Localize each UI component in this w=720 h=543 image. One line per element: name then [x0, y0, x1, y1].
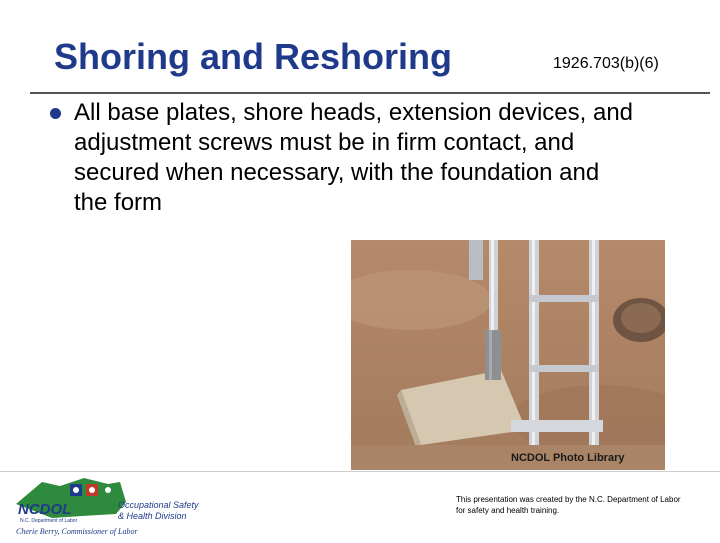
logo-agency: NCDOL	[18, 501, 72, 518]
logo-agency-sub: N.C. Department of Labor	[20, 518, 78, 524]
ncdol-logo	[12, 474, 212, 538]
photo-caption: NCDOL Photo Library	[511, 452, 625, 464]
logo-division-line1: Occupational Safety	[118, 500, 199, 510]
footer-divider	[0, 471, 720, 472]
shoring-photo-image	[351, 240, 665, 470]
shoring-photo	[351, 240, 665, 470]
footer-credit: This presentation was created by the N.C. Department of Labor for safety and health training.	[456, 495, 681, 515]
logo-commissioner: Cherie Berry, Commissioner of Labor	[16, 527, 138, 536]
bullet-text: All base plates, shore heads, extension devices, and adjustment screws must be in firm contact, and secured when necessary, with the foundation and the form	[74, 99, 634, 216]
standard-reference: 1926.703(b)(6)	[553, 55, 659, 72]
title-divider	[30, 92, 710, 94]
slide-title: Shoring and Reshoring	[54, 36, 453, 77]
logo-division-line2: & Health Division	[118, 511, 187, 521]
bullet-dot-icon	[50, 108, 61, 119]
